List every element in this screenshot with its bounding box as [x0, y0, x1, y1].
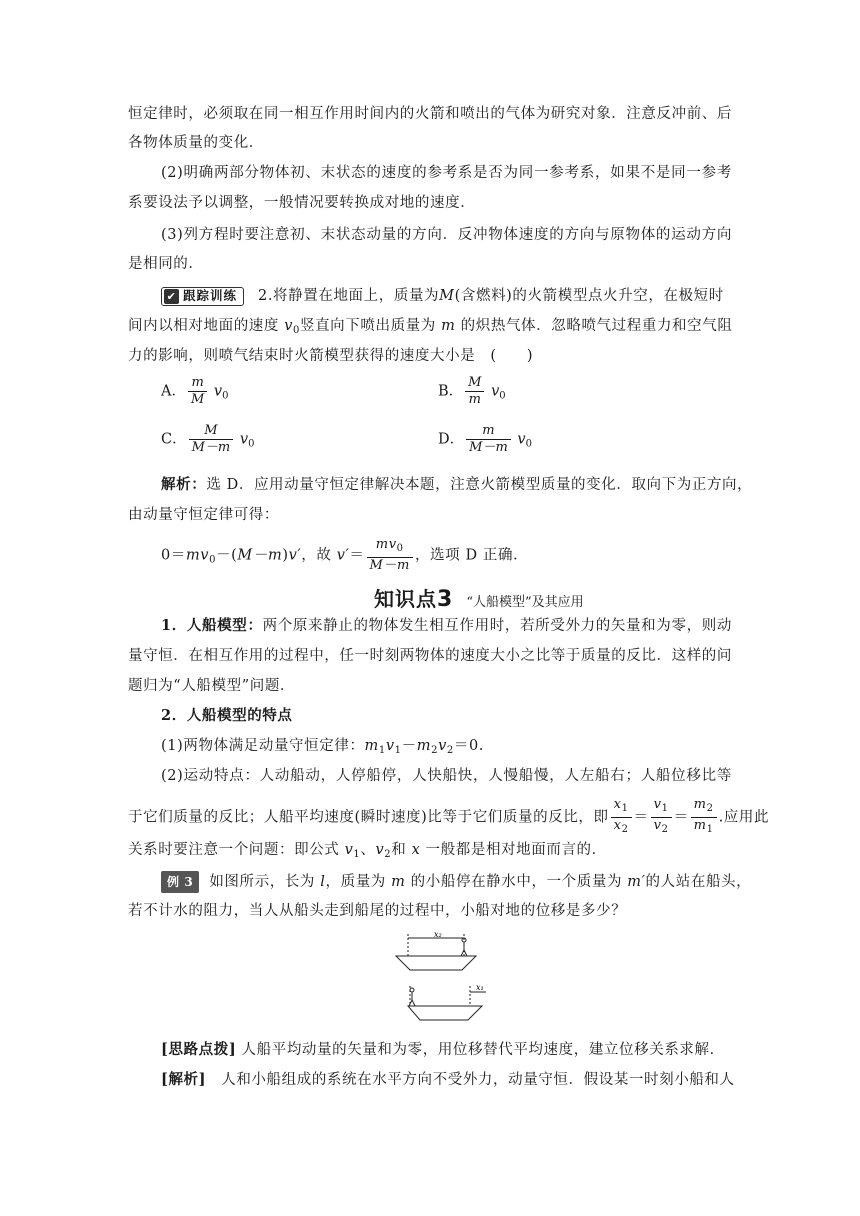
x1-label: x₁ [476, 983, 484, 992]
paragraph-line: 是相同的． [128, 256, 204, 272]
analysis-line1: 解析：选 D．应用动量守恒定律解决本题，注意火箭模型质量的变化．取向下为正方向， [161, 476, 753, 493]
tracking-question-line1: ✔ 跟踪训练 2.将静置在地面上，质量为M(含燃料)的火箭模型点火升空，在极短时 [161, 286, 732, 306]
analysis-equation: $0=mv_0-(M-m)v'$，故 v′＝ $\frac{mv_0}{M-m}$ ，选项 D 正确． [161, 537, 529, 573]
paragraph-line: 题归为“人船模型”问题． [128, 678, 296, 694]
hint-line: [思路点拨] 人船平均动量的矢量和为零，用位移替代平均速度，建立位移关系求解． [161, 1041, 725, 1058]
subheading: 2．人船模型的特点 [161, 707, 293, 724]
check-icon: ✔ [164, 289, 179, 304]
tracking-badge: ✔ 跟踪训练 [161, 287, 244, 306]
x2-label: x₂ [434, 930, 442, 939]
example-line1: 例 3 如图所示，长为 l，质量为 m 的小船停在静水中，一个质量为 m′的人站在船头， [161, 871, 765, 893]
option-c[interactable]: C． $\frac{M}{M-m}$ $v_0$ [161, 423, 255, 455]
paragraph-line: (2)明确两部分物体初、末状态的速度的参考系是否为同一参考系，如果不是同一参考 [161, 165, 732, 181]
section-header: 知识点3 “人船模型”及其应用 [374, 587, 584, 612]
option-a[interactable]: A． $\frac{m}{M}$ $v_0$ [161, 375, 229, 407]
paragraph-line: 关系时要注意一个问题：即公式 $v_1$、$v_2$和 x 一般都是相对地面而言的． [128, 842, 607, 860]
option-b[interactable]: B． $\frac{M}{m}$ $v_0$ [438, 375, 506, 407]
paragraph-line: (3)列方程时要注意初、末状态动量的方向．反冲物体速度的方向与原物体的运动方向 [161, 227, 732, 243]
paragraph-line: 系要设法予以调整，一般情况要转换成对地的速度． [128, 195, 476, 211]
tracking-question-line2: 间内以相对地面的速度 $v_0$竖直向下喷出质量为 m 的炽热气体．忽略喷气过程重力和空气阻 [128, 318, 733, 336]
boat-diagram [386, 928, 486, 1024]
paragraph-line: 恒定律时，必须取在同一相互作用时间内的火箭和喷出的气体为研究对象．注意反冲前、后 [128, 106, 732, 122]
paragraph-line: 量守恒．在相互作用的过程中，任一时刻两物体的速度大小之比等于质量的反比．这样的问 [128, 648, 732, 664]
example-line2: 若不计水的阻力，当人从船头走到船尾的过程中，小船对地的位移是多少？ [128, 903, 627, 919]
option-d[interactable]: D． $\frac{m}{M-m}$ $v_0$ [438, 423, 532, 455]
paragraph-line: 1．人船模型：两个原来静止的物体发生相互作用时，若所受外力的矢量和为零，则动 [161, 617, 732, 634]
tracking-question-line3: 力的影响，则喷气结束时火箭模型获得的速度大小是 ( ) [128, 348, 534, 364]
solution-line: [解析] 人和小船组成的系统在水平方向不受外力，动量守恒．假设某一时刻小船和人 [161, 1071, 735, 1088]
paragraph-line: (2)运动特点：人动船动，人停船停，人快船快，人慢船慢，人左船右；人船位移比等 [161, 768, 732, 784]
paragraph-line: (1)两物体满足动量守恒定律：$m_1v_1-m_2v_2=0$. [161, 738, 484, 756]
paragraph-line: 各物体质量的变化． [128, 135, 264, 151]
example-badge: 例 3 [161, 871, 199, 893]
paragraph-line: 于它们质量的反比；人船平均速度(瞬时速度)比等于它们质量的反比，即 $\frac{x_1}{x_2}$ ＝ $\frac{v_1}{v_2}$ ＝ $\frac{m_2}{m_1}$ .应用此 [128, 797, 732, 838]
analysis-line2: 由动量守恒定律可得： [128, 507, 279, 523]
